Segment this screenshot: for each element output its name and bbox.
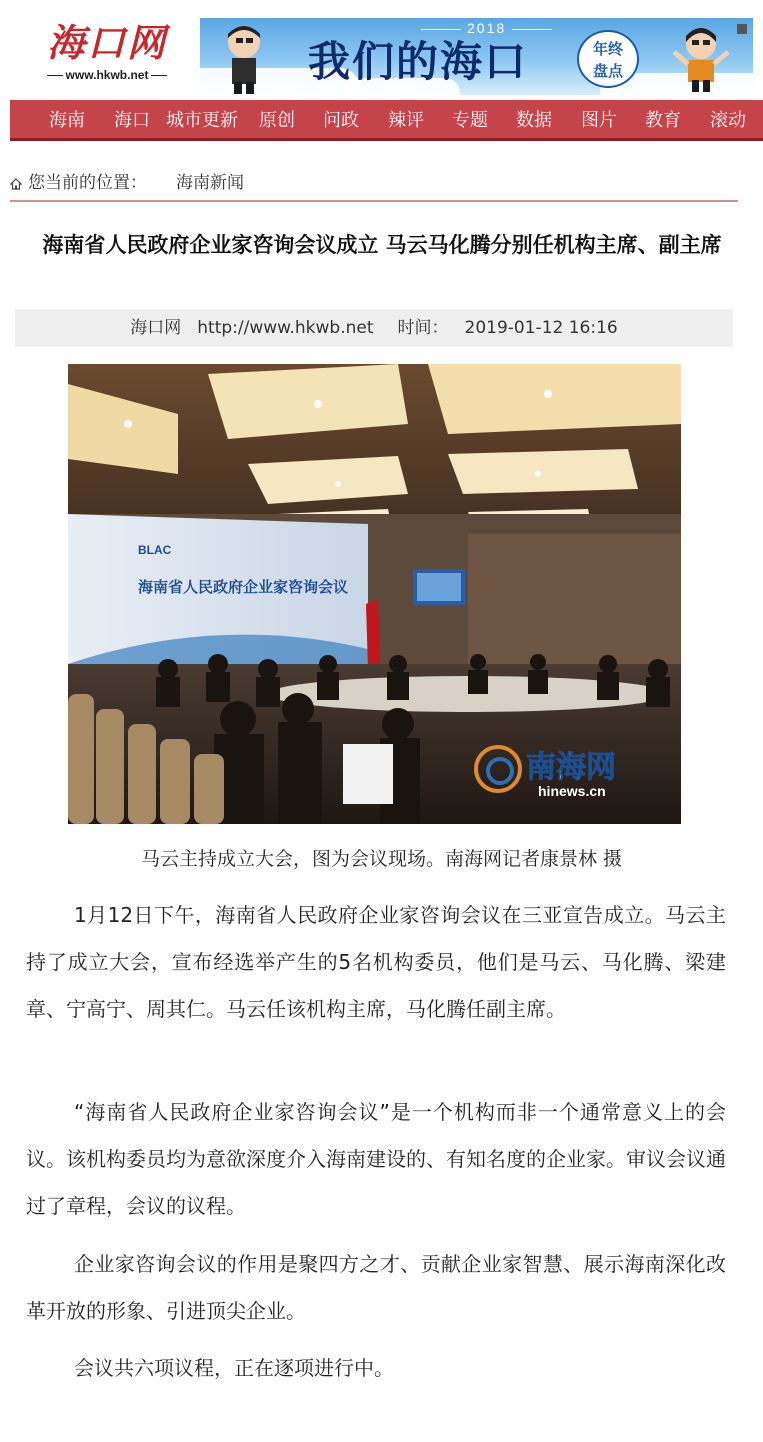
nav-item-original[interactable]: 原创 — [259, 110, 295, 131]
nav-item-scroll[interactable]: 滚动 — [710, 110, 746, 131]
breadcrumb — [10, 168, 738, 202]
banner-headline: 我们的海口 — [308, 37, 529, 86]
breadcrumb-link-hainan-news[interactable]: 海南新闻 — [176, 173, 244, 193]
photo-caption: 马云主持成立大会，图为会议现场。南海网记者康景林 摄 — [140, 848, 623, 870]
home-icon — [10, 178, 22, 190]
nav-item-education[interactable]: 教育 — [645, 110, 681, 131]
article-paragraph: 1月12日下午，海南省人民政府企业家咨询会议在三亚宣告成立。马云主持了成立大会，宣布经选举产生的5名机构委员，他们是马云、马化腾、梁建章、宁高宁、周其仁。马云任该机构主席，马化腾任副主席。 — [26, 903, 726, 1021]
stage-logo: BLAC — [138, 543, 172, 557]
logo-url: www.hkwb.net — [42, 68, 172, 82]
article-paragraph: 会议共六项议程，正在逐项进行中。 — [74, 1356, 394, 1380]
nav-item-photos[interactable]: 图片 — [581, 110, 617, 131]
banner-close-icon[interactable] — [737, 24, 747, 34]
cartoon-figure-right — [670, 22, 732, 94]
article-meta — [15, 309, 733, 347]
nav-item-inquiry[interactable]: 问政 — [323, 110, 359, 131]
banner-year: 2018 — [415, 20, 558, 36]
badge-top: 年终 — [592, 40, 623, 58]
watermark-en: hinews.cn — [538, 783, 606, 799]
article-source: 海口网 — [130, 318, 182, 338]
site-header — [0, 0, 763, 100]
stage-title: 海南省人民政府企业家咨询会议 — [138, 578, 349, 596]
article-title: 海南省人民政府企业家咨询会议成立 马云马化腾分别任机构主席、副主席 — [42, 233, 722, 257]
article-time-label: 时间： — [397, 318, 449, 338]
main-nav — [10, 100, 763, 141]
nav-item-haikou[interactable]: 海口 — [114, 110, 150, 131]
site-logo[interactable] — [42, 20, 172, 90]
nav-item-hainan[interactable]: 海南 — [49, 110, 85, 131]
article-paragraph: 企业家咨询会议的作用是聚四方之才、贡献企业家智慧、展示海南深化改革开放的形象、引进顶尖企业。 — [26, 1252, 726, 1323]
nav-item-city-renewal[interactable]: 城市更新 — [166, 110, 238, 131]
conference-photo — [68, 364, 681, 824]
article-paragraph: “海南省人民政府企业家咨询会议”是一个机构而非一个通常意义上的会议。该机构委员均为意欲深度介入海南建设的、有知名度的企业家。审议会议通过了章程，会议的议程。 — [26, 1100, 726, 1218]
nav-item-special[interactable]: 专题 — [452, 110, 488, 131]
cartoon-figure-left — [216, 22, 272, 94]
year-end-badge — [577, 30, 639, 88]
article-photo — [68, 364, 681, 824]
badge-bottom: 盘点 — [592, 62, 623, 80]
nav-item-commentary[interactable]: 辣评 — [388, 110, 424, 131]
nav-item-data[interactable]: 数据 — [516, 110, 552, 131]
year-end-banner[interactable] — [200, 18, 753, 95]
article-time: 2019-01-12 16:16 — [464, 318, 618, 338]
logo-title: 海口网 — [46, 20, 167, 65]
watermark-cn: 南海网 — [526, 750, 616, 785]
breadcrumb-label: 您当前的位置： — [28, 173, 147, 193]
article-source-url[interactable]: http://www.hkwb.net — [197, 318, 374, 338]
